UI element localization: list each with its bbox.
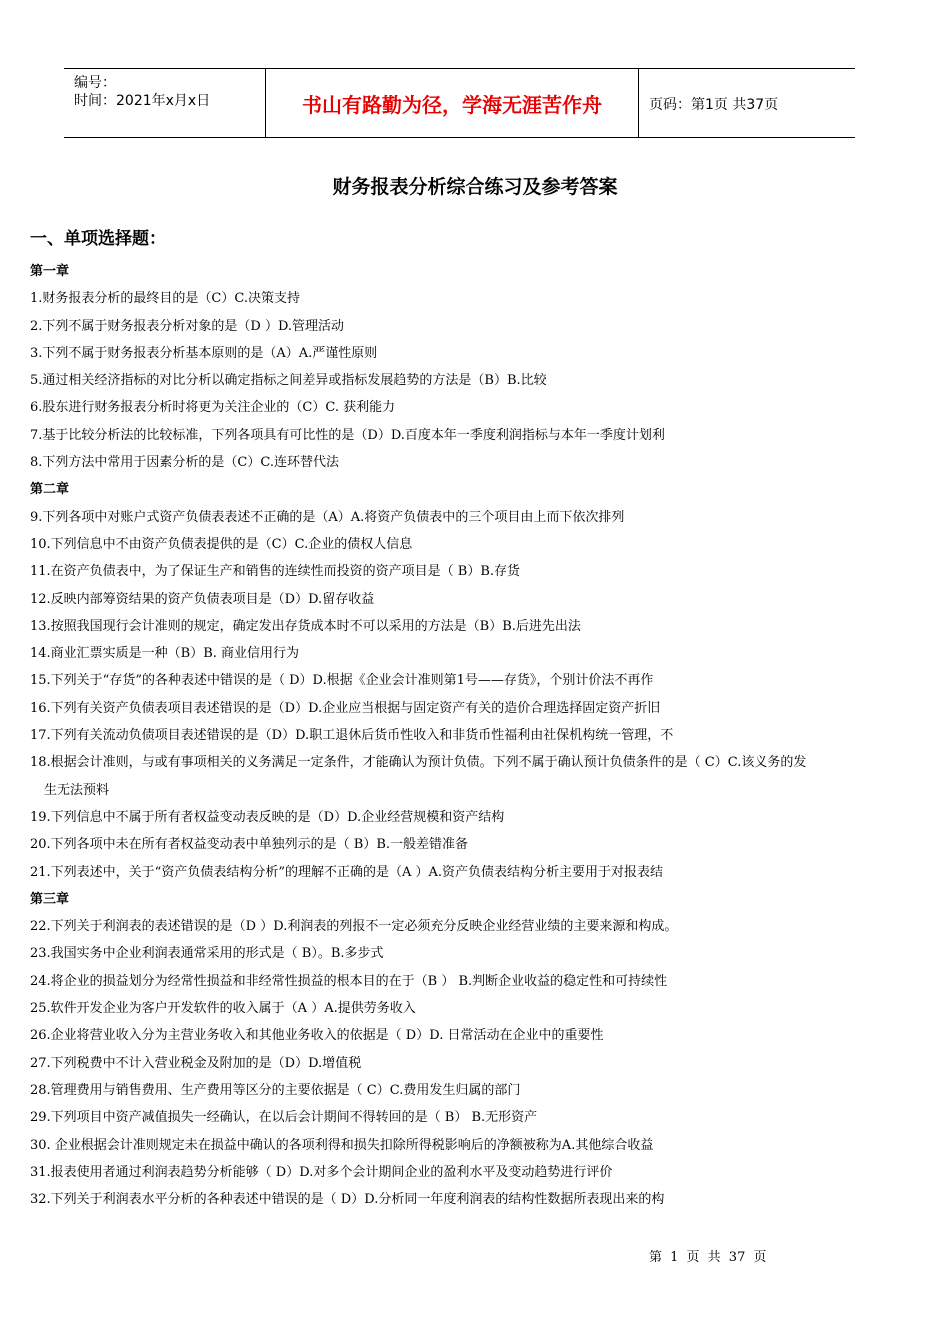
question-line: 生无法预料 [44, 782, 110, 798]
question-line: 24.将企业的损益划分为经常性损益和非经常性损益的根本目的在于（B ） B.判断企业收益的稳定性和可持续性 [30, 973, 668, 989]
page-footer: 第 1 页 共 37 页 [649, 1250, 767, 1265]
header-table [64, 68, 855, 138]
question-line: 12.反映内部筹资结果的资产负债表项目是（D）D.留存收益 [30, 591, 375, 607]
question-line: 22.下列关于利润表的表述错误的是（D ）D.利润表的列报不一定必须充分反映企业经营业绩的主要来源和构成。 [30, 919, 678, 935]
question-line: 7.基于比较分析法的比较标准，下列各项具有可比性的是（D）D.百度本年一季度利润指标与本年一季度计划利 [30, 427, 665, 443]
document-time: 时间：2021年x月x日 [74, 93, 211, 109]
question-line: 25.软件开发企业为客户开发软件的收入属于（A ）A.提供劳务收入 [30, 1001, 416, 1017]
question-line: 18.根据会计准则，与或有事项相关的义务满足一定条件，才能确认为预计负债。下列不属于确认预计负债条件的是（ C）C.该义务的发 [30, 755, 807, 771]
document-number: 编号： [74, 75, 116, 91]
question-line: 28.管理费用与销售费用、生产费用等区分的主要依据是（ C）C.费用发生归属的部门 [30, 1082, 521, 1098]
question-line: 8.下列方法中常用于因素分析的是（C）C.连环替代法 [30, 455, 339, 471]
question-line: 23.我国实务中企业利润表通常采用的形式是（ B）。B.多步式 [30, 946, 384, 962]
header-page-info: 页码：第1页 共37页 [649, 97, 779, 113]
question-line: 14.商业汇票实质是一种（B）B. 商业信用行为 [30, 646, 300, 662]
question-line: 30. 企业根据会计准则规定未在损益中确认的各项利得和损失扣除所得税影响后的净额被称为A.其他综合收益 [30, 1137, 654, 1153]
chapter-heading: 第三章 [30, 891, 70, 907]
question-line: 26.企业将营业收入分为主营业务收入和其他业务收入的依据是（ D）D. 日常活动在企业中的重要性 [30, 1028, 604, 1044]
question-line: 3.下列不属于财务报表分析基本原则的是（A）A.严谨性原则 [30, 345, 378, 361]
question-line: 16.下列有关资产负债表项目表述错误的是（D）D.企业应当根据与固定资产有关的造价合理选择固定资产折旧 [30, 700, 661, 716]
question-line: 11.在资产负债表中，为了保证生产和销售的连续性而投资的资产项目是（ B）B.存货 [30, 564, 521, 580]
question-line: 21.下列表述中，关于“资产负债表结构分析”的理解不正确的是（A ）A.资产负债表结构分析主要用于对报表结 [30, 864, 664, 880]
question-line: 27.下列税费中不计入营业税金及附加的是（D）D.增值税 [30, 1055, 362, 1071]
question-line: 13.按照我国现行会计准则的规定，确定发出存货成本时不可以采用的方法是（B）B.后进先出法 [30, 618, 581, 634]
section-title: 一、单项选择题： [30, 229, 166, 249]
question-line: 32.下列关于利润表水平分析的各种表述中错误的是（ D）D.分析同一年度利润表的结构性数据所表现出来的构 [30, 1192, 665, 1208]
question-line: 10.下列信息中不由资产负债表提供的是（C）C.企业的债权人信息 [30, 536, 413, 552]
question-list [30, 258, 895, 1213]
chapter-heading: 第二章 [30, 482, 70, 498]
question-line: 19.下列信息中不属于所有者权益变动表反映的是（D）D.企业经营规模和资产结构 [30, 809, 505, 825]
question-line: 2.下列不属于财务报表分析对象的是（D ）D.管理活动 [30, 318, 345, 334]
question-line: 5.通过相关经济指标的对比分析以确定指标之间差异或指标发展趋势的方法是（B）B.比较 [30, 373, 547, 389]
document-title: 财务报表分析综合练习及参考答案 [332, 176, 618, 198]
question-line: 9.下列各项中对账户式资产负债表表述不正确的是（A）A.将资产负债表中的三个项目由上而下依次排列 [30, 509, 625, 525]
question-line: 1.财务报表分析的最终目的是（C）C.决策支持 [30, 291, 300, 307]
question-line: 20.下列各项中未在所有者权益变动表中单独列示的是（ B）B.一般差错准备 [30, 837, 469, 853]
header-left-cell [64, 69, 266, 137]
question-line: 15.下列关于“存货”的各种表述中错误的是（ D）D.根据《企业会计准则第1号——存货》，个别计价法不再作 [30, 673, 654, 689]
chapter-heading: 第一章 [30, 264, 70, 279]
question-line: 6.股东进行财务报表分析时将更为关注企业的（C）C. 获利能力 [30, 400, 396, 416]
header-motto: 书山有路勤为径，学海无涯苦作舟 [266, 69, 639, 137]
question-line: 17.下列有关流动负债项目表述错误的是（D）D.职工退休后货币性收入和非货币性福利由社保机构统一管理，不 [30, 728, 674, 744]
question-line: 29.下列项目中资产减值损失一经确认，在以后会计期间不得转回的是（ B） B.无形资产 [30, 1110, 538, 1126]
question-line: 31.报表使用者通过利润表趋势分析能够（ D）D.对多个会计期间企业的盈利水平及变动趋势进行评价 [30, 1164, 613, 1180]
